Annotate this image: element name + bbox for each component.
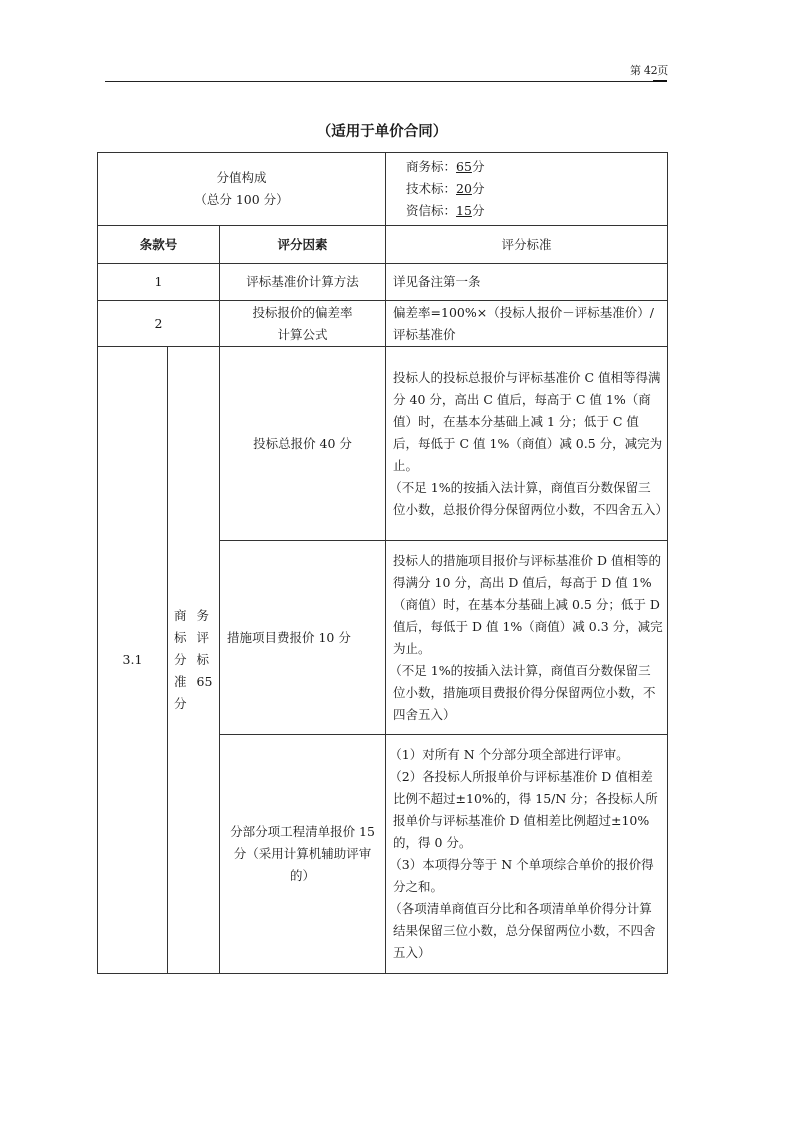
header-rule	[105, 81, 667, 82]
standard-paragraph: 投标人的措施项目报价与评标基准价 D 值相等的得满分 10 分，高出 D 值后，每高于 D 值 1%（商值）时，在基本分基础上减 0.5 分；低于 D 值后，每低于 D 值 1%（商值）减 0.3 分，减完为止。	[393, 552, 663, 656]
header-rule-accent	[653, 80, 667, 82]
page-number: 第 42页	[630, 64, 668, 77]
category-label	[168, 605, 219, 715]
table-row	[98, 301, 668, 347]
category-cell	[168, 347, 220, 974]
table-row	[98, 347, 668, 541]
standard-paragraph: （2）各投标人所报单价与评标基准价 D 值相差比例不超过±10%的，得 15/N 分；各投标人所报单价与评标基准价 D 值相差比例超过±10%的，得 0 分。	[389, 769, 658, 850]
scoring-standard: 详见备注第一条	[386, 264, 668, 301]
category-char: 准	[174, 674, 187, 689]
scoring-table	[97, 152, 668, 974]
composition-label: 分值构成	[216, 170, 267, 185]
table-row	[98, 264, 668, 301]
composition-item-unit: 分	[471, 203, 485, 218]
category-char: 评	[196, 630, 210, 645]
standard-paragraph: （1）对所有 N 个分部分项全部进行评审。	[389, 747, 629, 762]
scoring-factor: 分部分项工程清单报价 15 分（采用计算机辅助评审的）	[220, 735, 386, 974]
header-standard: 评分标准	[386, 226, 668, 264]
standard-paragraph: （各项清单商值百分比和各项清单单价得分计算结果保留三位小数，总分保留两位小数，不四舍五入）	[389, 901, 656, 960]
category-char: 标	[174, 630, 187, 645]
composition-total: （总分 100 分）	[194, 192, 289, 207]
composition-item-value: 65	[456, 159, 472, 174]
composition-item-value: 15	[456, 203, 472, 218]
composition-item	[406, 200, 667, 222]
category-char: 分	[174, 652, 187, 667]
category-char: 65	[196, 674, 213, 689]
standard-paragraph: （不足 1%的按插入法计算，商值百分数保留三位小数，总报价得分保留两位小数，不四舍五入）	[389, 479, 669, 517]
composition-label-cell	[98, 153, 386, 226]
scoring-factor: 评标基准价计算方法	[220, 264, 386, 301]
table-header-row	[98, 226, 668, 264]
document-title: （适用于单价合同）	[316, 123, 448, 140]
header-factor: 评分因素	[220, 226, 386, 264]
composition-item	[406, 156, 667, 178]
composition-item-unit: 分	[471, 159, 485, 174]
composition-item-label: 商务标：	[406, 159, 457, 174]
category-char: 商	[174, 608, 187, 623]
composition-item-value: 20	[456, 181, 472, 196]
composition-item	[406, 178, 667, 200]
standard-paragraph: （不足 1%的按插入法计算，商值百分数保留三位小数，措施项目费报价得分保留两位小数，不四舍五入）	[389, 662, 656, 722]
scoring-factor-line: 计算公式	[277, 326, 328, 342]
scoring-standard	[386, 735, 668, 974]
scoring-standard	[386, 347, 668, 541]
composition-item-label: 技术标：	[406, 181, 457, 196]
clause-number: 1	[98, 264, 220, 301]
clause-number: 2	[98, 301, 220, 347]
header-clause-no: 条款号	[98, 226, 220, 264]
category-char: 务	[196, 608, 210, 623]
standard-paragraph: 投标人的投标总报价与评标基准价 C 值相等得满分 40 分，高出 C 值后，每高于 C 值 1%（商值）时，在基本分基础上减 1 分；低于 C 值后，每低于 C 值 1%（商值）减 0.5 分，减完为止。	[393, 369, 663, 473]
standard-paragraph: （3）本项得分等于 N 个单项综合单价的报价得分之和。	[389, 857, 654, 894]
category-char: 标	[196, 652, 210, 667]
scoring-factor-line: 投标报价的偏差率	[252, 304, 353, 320]
scoring-standard	[386, 541, 668, 735]
scoring-factor: 措施项目费报价 10 分	[220, 541, 386, 735]
scoring-standard: 偏差率=100%×（投标人报价－评标基准价）/评标基准价	[386, 301, 668, 347]
scoring-factor: 投标总报价 40 分	[220, 347, 386, 541]
category-char: 分	[174, 696, 187, 711]
composition-values-cell	[386, 153, 668, 226]
composition-item-unit: 分	[471, 181, 485, 196]
clause-number: 3.1	[98, 347, 168, 974]
composition-item-label: 资信标：	[406, 203, 457, 218]
composition-row	[98, 153, 668, 226]
scoring-factor	[220, 301, 386, 347]
